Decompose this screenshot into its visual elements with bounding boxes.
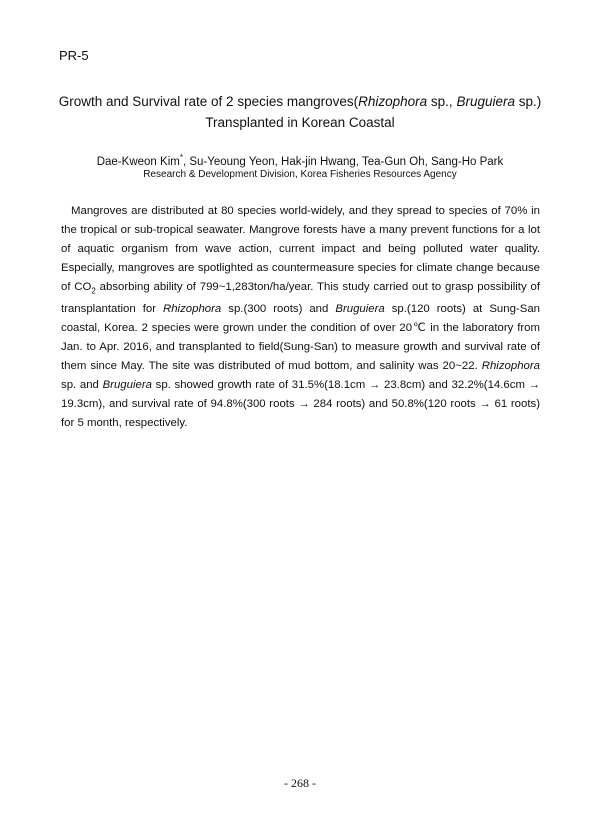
title-text: sp., bbox=[427, 94, 457, 109]
abstract-text: sp. and bbox=[61, 379, 103, 392]
affiliation: Research & Development Division, Korea Fisheries Resources Agency bbox=[143, 169, 457, 180]
paper-title bbox=[40, 91, 560, 133]
page-number: - 268 - bbox=[284, 776, 316, 790]
author-list bbox=[40, 150, 560, 170]
title-genus-bruguiera: Bruguiera bbox=[456, 94, 515, 109]
abstract-text: sp. showed growth rate of 31.5%(18.1cm → 23.8cm) and 32.2%(14.6cm → 19.3cm), and survival rate of 94.8%(300 roots → 284 roots) and 50.8%(120 roots → 61 roots) for 5 month, respectively. bbox=[61, 379, 541, 430]
title-line-1 bbox=[40, 91, 560, 112]
abstract-body bbox=[61, 202, 540, 433]
title-genus-rhizophora: Rhizophora bbox=[358, 94, 428, 109]
abstract-text: Mangroves are distributed at 80 species world-widely, and they spread to species of 70% in the tropical or sub-tropical seawater. Mangrove forests have a many prevent functions for a lot of aquatic organism from wave action, current impact and being polluted water quality. Especially, mangroves are spotlighted as countermeasure species for climate change because of CO bbox=[61, 205, 540, 293]
abstract-text: sp.(300 roots) and bbox=[221, 303, 336, 316]
title-text: sp.) bbox=[514, 94, 542, 109]
co-authors: , Su-Yeoung Yeon, Hak-jin Hwang, Tea-Gun Oh, Sang-Ho Park bbox=[182, 155, 504, 168]
session-code: PR-5 bbox=[59, 48, 89, 63]
abstract-text: sp.(120 roots) at Sung-San coastal, Korea. 2 species were grown under the condition of over 20℃ in the laboratory from Jan. to Apr. 2016, and transplanted to field(Sung-San) to measure growth and survival rate of them since May. The site was distributed of mud bottom, and salinity was 20~22. bbox=[61, 303, 540, 373]
genus-name: Bruguiera bbox=[102, 379, 152, 392]
genus-name: Bruguiera bbox=[335, 303, 385, 316]
first-author: Dae-Kweon Kim bbox=[96, 155, 180, 168]
genus-name: Rhizophora bbox=[481, 360, 540, 373]
title-line-2: Transplanted in Korean Coastal bbox=[205, 115, 395, 130]
abstract-text: absorbing ability of 799~1,283ton/ha/year. This study carried out to grasp possibility of transplantation for bbox=[61, 281, 540, 316]
corresponding-mark: * bbox=[179, 153, 183, 162]
genus-name: Rhizophora bbox=[163, 303, 222, 316]
title-text: Growth and Survival rate of 2 species mangroves( bbox=[58, 94, 359, 109]
subscript: 2 bbox=[91, 286, 96, 296]
